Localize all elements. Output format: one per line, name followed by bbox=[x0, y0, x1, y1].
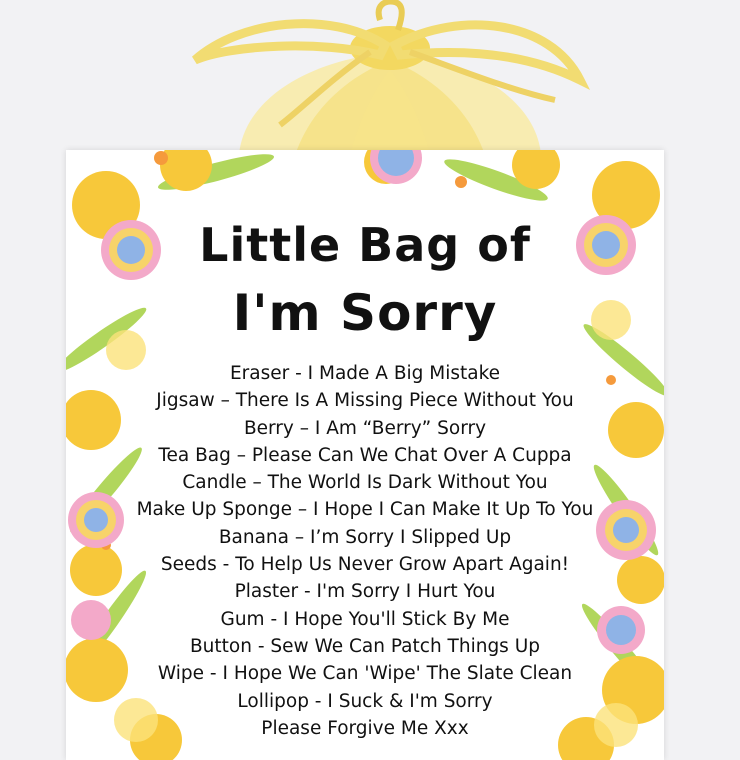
list-item: Seeds - To Help Us Never Grow Apart Again! bbox=[160, 554, 570, 576]
list-item: Please Forgive Me Xxx bbox=[261, 717, 469, 739]
list-item: Make Up Sponge – I Hope I Can Make It Up To You bbox=[136, 499, 594, 521]
card-title-line-2: I'm Sorry bbox=[232, 284, 498, 342]
card-title-line-1: Little Bag of bbox=[199, 218, 531, 272]
list-item: Banana – I’m Sorry I Slipped Up bbox=[218, 526, 512, 548]
list-item: Candle – The World Is Dark Without You bbox=[182, 472, 548, 494]
apology-list bbox=[66, 360, 664, 742]
organza-bag-with-bow bbox=[170, 0, 610, 175]
list-item: Tea Bag – Please Can We Chat Over A Cuppa bbox=[158, 444, 572, 466]
list-item: Button - Sew We Can Patch Things Up bbox=[189, 635, 540, 657]
list-item: Eraser - I Made A Big Mistake bbox=[229, 363, 501, 384]
list-item: Berry – I Am “Berry” Sorry bbox=[243, 417, 487, 439]
list-item: Lollipop - I Suck & I'm Sorry bbox=[237, 690, 493, 712]
list-item: Wipe - I Hope We Can 'Wipe' The Slate Clean bbox=[157, 663, 573, 685]
list-item: Jigsaw – There Is A Missing Piece Without You bbox=[156, 390, 574, 412]
sorry-card bbox=[66, 150, 664, 760]
list-item: Gum - I Hope You'll Stick By Me bbox=[220, 608, 510, 630]
list-item: Plaster - I'm Sorry I Hurt You bbox=[234, 581, 496, 603]
